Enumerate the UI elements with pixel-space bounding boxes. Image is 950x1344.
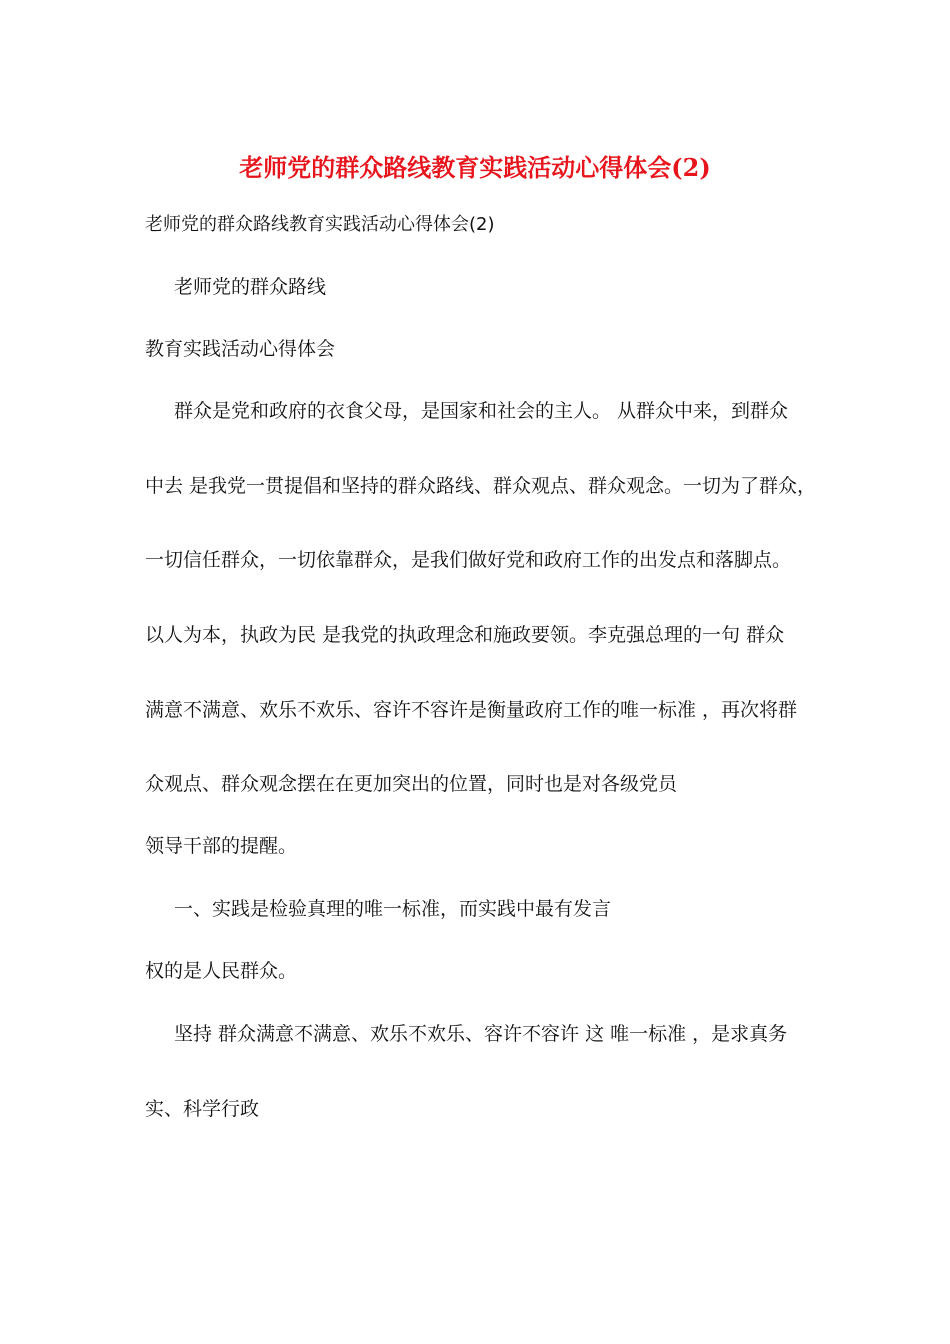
paragraph-line: 群众是党和政府的衣食父母，是国家和社会的主人。 从群众中来，到群众 xyxy=(174,400,789,422)
paragraph-line: 中去 是我党一贯提倡和坚持的群众路线、群众观点、群众观念。一切为了群众， xyxy=(145,475,817,497)
paragraph-line: 坚持 群众满意不满意、欢乐不欢乐、容许不容许 这 唯一标准 ，是求真务 xyxy=(174,1023,788,1045)
paragraph-line: 以人为本，执政为民 是我党的执政理念和施政要领。李克强总理的一句 群众 xyxy=(145,624,785,646)
document-title: 老师党的群众路线教育实践活动心得体会(2) xyxy=(239,153,711,182)
paragraph-line: 一、实践是检验真理的唯一标准，而实践中最有发言 xyxy=(174,898,612,920)
paragraph-line: 满意不满意、欢乐不欢乐、容许不容许是衡量政府工作的唯一标准 ，再次将群 xyxy=(145,699,798,721)
document-subtitle: 老师党的群众路线教育实践活动心得体会(2) xyxy=(145,214,495,235)
paragraph-line: 教育实践活动心得体会 xyxy=(145,338,336,360)
paragraph-line: 领导干部的提醒。 xyxy=(145,835,298,857)
paragraph-line: 权的是人民群众。 xyxy=(145,960,298,982)
paragraph-line: 众观点、群众观念摆在在更加突出的位置，同时也是对各级党员 xyxy=(145,773,678,795)
paragraph-line: 老师党的群众路线 xyxy=(174,276,327,298)
paragraph-line: 实、科学行政 xyxy=(145,1098,260,1120)
paragraph-line: 一切信任群众，一切依靠群众，是我们做好党和政府工作的出发点和落脚点。 xyxy=(145,549,792,571)
